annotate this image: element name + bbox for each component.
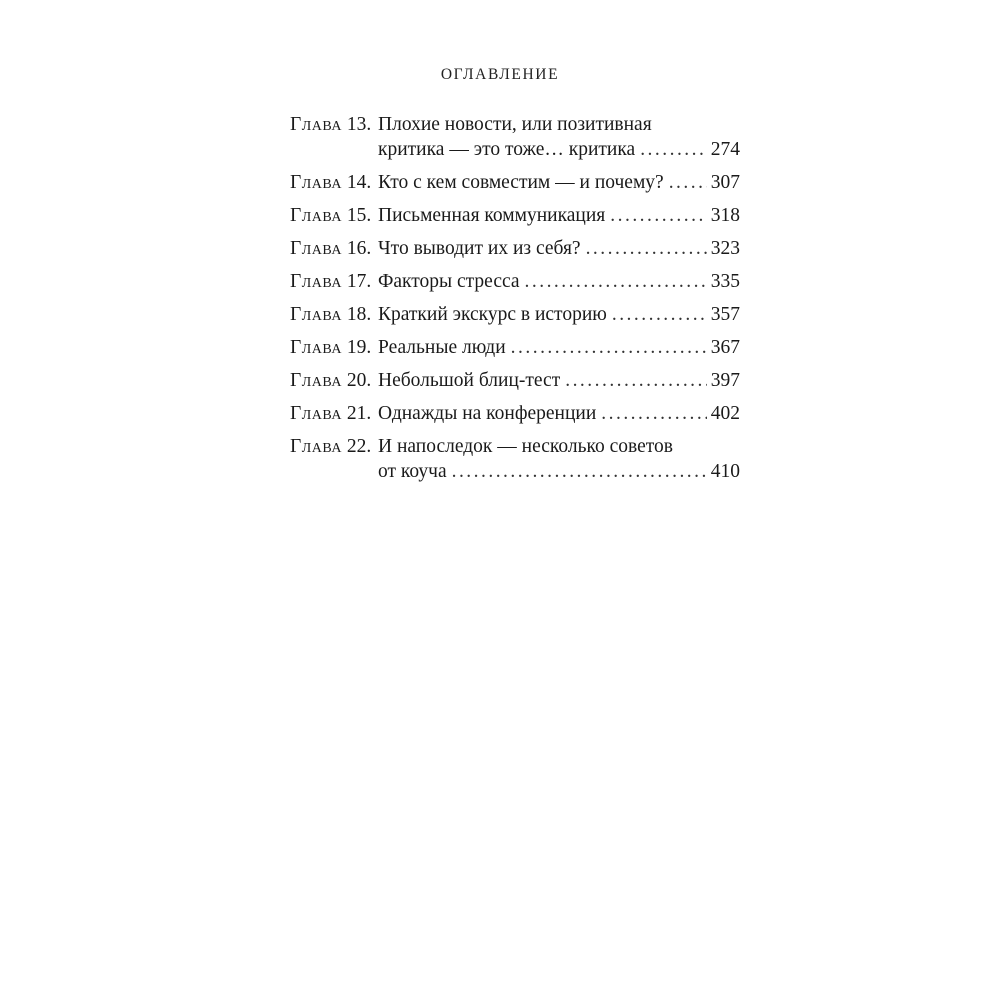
toc-entry: [290, 401, 740, 426]
toc-entry: [290, 434, 740, 484]
chapter-label: [290, 368, 378, 393]
chapter-word: Глава: [290, 172, 342, 193]
chapter-label: [290, 236, 378, 261]
chapter-title-line: Факторы стресса: [378, 271, 520, 292]
page-number: 307: [710, 172, 740, 193]
chapter-label: [290, 170, 378, 195]
chapter-number: 13.: [346, 114, 372, 135]
chapter-body: [378, 434, 740, 484]
chapter-title-last-line: [378, 269, 740, 294]
chapter-title-line: Краткий экскурс в историю: [378, 304, 607, 325]
table-of-contents: [290, 112, 740, 492]
chapter-label: [290, 269, 378, 294]
dot-leader: [452, 459, 707, 484]
chapter-word: Глава: [290, 304, 342, 325]
page-number: 410: [710, 461, 740, 482]
chapter-word: Глава: [290, 337, 342, 358]
chapter-number: 19.: [346, 337, 372, 358]
page-number: 318: [710, 205, 740, 226]
chapter-title-last-line: [378, 137, 740, 162]
page-number: 274: [710, 139, 740, 160]
chapter-word: Глава: [290, 436, 342, 457]
chapter-word: Глава: [290, 205, 342, 226]
chapter-word: Глава: [290, 114, 342, 135]
chapter-body: [378, 269, 740, 294]
toc-entry: [290, 170, 740, 195]
chapter-title-last-line: [378, 236, 740, 261]
chapter-number: 18.: [346, 304, 372, 325]
chapter-body: [378, 203, 740, 228]
chapter-label: [290, 335, 378, 360]
chapter-label: [290, 302, 378, 327]
chapter-number: 17.: [346, 271, 372, 292]
chapter-title-last-line: [378, 302, 740, 327]
chapter-title-line: Плохие новости, или позитивная: [378, 114, 652, 135]
chapter-body: [378, 302, 740, 327]
chapter-number: 14.: [346, 172, 372, 193]
chapter-word: Глава: [290, 403, 342, 424]
toc-entry: [290, 302, 740, 327]
chapter-label: [290, 434, 378, 459]
chapter-title-line: Однажды на конференции: [378, 403, 597, 424]
page-number: 357: [710, 304, 740, 325]
page-heading: ОГЛАВЛЕНИЕ: [440, 66, 560, 83]
toc-entry: [290, 269, 740, 294]
chapter-number: 15.: [346, 205, 372, 226]
chapter-body: [378, 112, 740, 162]
chapter-title-line: И напоследок — несколько советов: [378, 436, 673, 457]
dot-leader: [612, 302, 707, 327]
dot-leader: [511, 335, 707, 360]
chapter-title-last-line: [378, 335, 740, 360]
chapter-word: Глава: [290, 238, 342, 259]
page-number: 367: [710, 337, 740, 358]
chapter-label: [290, 401, 378, 426]
chapter-word: Глава: [290, 370, 342, 391]
page-number: 402: [710, 403, 740, 424]
dot-leader: [586, 236, 707, 261]
toc-entry: [290, 335, 740, 360]
dot-leader: [610, 203, 706, 228]
dot-leader: [640, 137, 707, 162]
chapter-title-last-line: [378, 368, 740, 393]
toc-entry: [290, 368, 740, 393]
dot-leader: [601, 401, 706, 426]
chapter-body: [378, 236, 740, 261]
chapter-title-last-line: [378, 170, 740, 195]
page-number: 323: [710, 238, 740, 259]
chapter-word: Глава: [290, 271, 342, 292]
chapter-label: [290, 112, 378, 137]
chapter-title-line: Письменная коммуникация: [378, 205, 606, 226]
chapter-number: 16.: [346, 238, 372, 259]
chapter-number: 22.: [346, 436, 372, 457]
chapter-title-last-line: [378, 401, 740, 426]
chapter-title-line: Небольшой блиц-тест: [378, 370, 561, 391]
chapter-title-last-line: [378, 459, 740, 484]
chapter-title-last-line: [378, 203, 740, 228]
chapter-body: [378, 170, 740, 195]
page-number: 397: [710, 370, 740, 391]
chapter-title-line: критика — это тоже… критика: [378, 139, 636, 160]
chapter-body: [378, 368, 740, 393]
dot-leader: [669, 170, 707, 195]
chapter-number: 21.: [346, 403, 372, 424]
chapter-title-line: Кто с кем совместим — и почему?: [378, 172, 664, 193]
dot-leader: [525, 269, 707, 294]
toc-entry: [290, 236, 740, 261]
chapter-title-line: от коуча: [378, 461, 447, 482]
toc-entry: [290, 203, 740, 228]
chapter-body: [378, 335, 740, 360]
chapter-number: 20.: [346, 370, 372, 391]
toc-entry: [290, 112, 740, 162]
chapter-title-line: Что выводит их из себя?: [378, 238, 581, 259]
page-number: 335: [710, 271, 740, 292]
chapter-title-line: Реальные люди: [378, 337, 506, 358]
chapter-label: [290, 203, 378, 228]
dot-leader: [565, 368, 707, 393]
chapter-body: [378, 401, 740, 426]
